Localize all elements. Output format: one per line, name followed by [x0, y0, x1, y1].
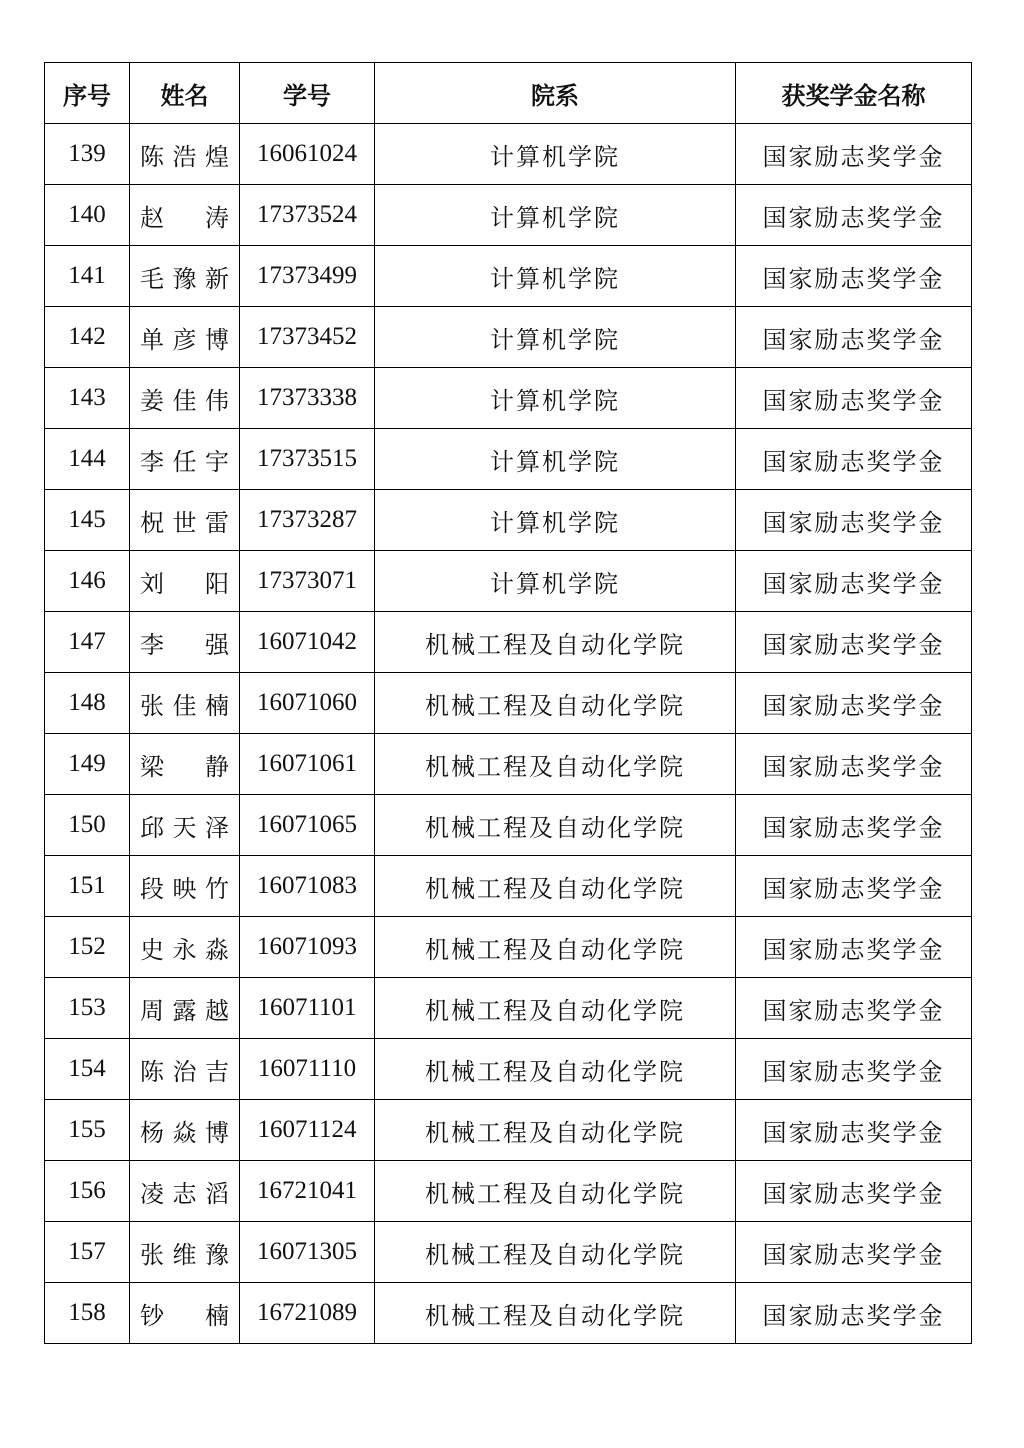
student-name: 梁 静 — [140, 752, 229, 781]
student-name: 赵 涛 — [140, 203, 229, 232]
cell-department: 机械工程及自动化学院 — [375, 1039, 736, 1100]
cell-student-id: 16721041 — [240, 1161, 375, 1222]
cell-department: 机械工程及自动化学院 — [375, 1100, 736, 1161]
cell-department: 机械工程及自动化学院 — [375, 978, 736, 1039]
student-name: 李 任 宇 — [140, 447, 229, 476]
cell-student-id: 17373499 — [240, 246, 375, 307]
cell-department: 计算机学院 — [375, 124, 736, 185]
cell-student-id: 16071061 — [240, 734, 375, 795]
cell-seq: 153 — [45, 978, 130, 1039]
cell-name — [130, 1222, 240, 1283]
cell-seq: 147 — [45, 612, 130, 673]
cell-student-id: 16071065 — [240, 795, 375, 856]
table-row — [45, 368, 972, 429]
cell-award: 国家励志奖学金 — [736, 673, 972, 734]
table-row — [45, 612, 972, 673]
cell-award: 国家励志奖学金 — [736, 551, 972, 612]
cell-award: 国家励志奖学金 — [736, 795, 972, 856]
student-name: 钞 楠 — [140, 1301, 229, 1330]
table-body — [45, 124, 972, 1344]
cell-student-id: 17373452 — [240, 307, 375, 368]
student-name: 姜 佳 伟 — [140, 386, 229, 415]
cell-student-id: 16071060 — [240, 673, 375, 734]
table-row — [45, 490, 972, 551]
table-row — [45, 795, 972, 856]
cell-name — [130, 185, 240, 246]
header-seq: 序号 — [45, 63, 130, 124]
student-name: 段 映 竹 — [140, 874, 229, 903]
table-row — [45, 185, 972, 246]
cell-name — [130, 795, 240, 856]
cell-award: 国家励志奖学金 — [736, 1222, 972, 1283]
cell-student-id: 16071093 — [240, 917, 375, 978]
cell-student-id: 16721089 — [240, 1283, 375, 1344]
cell-seq: 143 — [45, 368, 130, 429]
cell-name — [130, 1283, 240, 1344]
cell-student-id: 16071305 — [240, 1222, 375, 1283]
cell-seq: 146 — [45, 551, 130, 612]
cell-name — [130, 978, 240, 1039]
cell-name — [130, 1161, 240, 1222]
cell-award: 国家励志奖学金 — [736, 1100, 972, 1161]
cell-award: 国家励志奖学金 — [736, 429, 972, 490]
cell-student-id: 17373338 — [240, 368, 375, 429]
cell-student-id: 16071124 — [240, 1100, 375, 1161]
cell-seq: 139 — [45, 124, 130, 185]
table-row — [45, 1222, 972, 1283]
cell-department: 计算机学院 — [375, 429, 736, 490]
cell-seq: 140 — [45, 185, 130, 246]
cell-name — [130, 673, 240, 734]
cell-award: 国家励志奖学金 — [736, 612, 972, 673]
cell-award: 国家励志奖学金 — [736, 490, 972, 551]
scholarship-table-sheet — [44, 62, 971, 1344]
cell-department: 机械工程及自动化学院 — [375, 917, 736, 978]
student-name: 杨 焱 博 — [140, 1118, 229, 1147]
cell-award: 国家励志奖学金 — [736, 307, 972, 368]
cell-department: 机械工程及自动化学院 — [375, 673, 736, 734]
student-name: 单 彦 博 — [140, 325, 229, 354]
table-row — [45, 551, 972, 612]
cell-seq: 149 — [45, 734, 130, 795]
cell-name — [130, 856, 240, 917]
table-row — [45, 307, 972, 368]
table-row — [45, 124, 972, 185]
cell-name — [130, 612, 240, 673]
table-row — [45, 1161, 972, 1222]
cell-seq: 144 — [45, 429, 130, 490]
cell-name — [130, 917, 240, 978]
cell-seq: 154 — [45, 1039, 130, 1100]
student-name: 张 佳 楠 — [140, 691, 229, 720]
cell-seq: 158 — [45, 1283, 130, 1344]
student-name: 刘 阳 — [140, 569, 229, 598]
scholarship-table — [44, 62, 972, 1344]
cell-name — [130, 1039, 240, 1100]
header-student-id: 学号 — [240, 63, 375, 124]
cell-department: 机械工程及自动化学院 — [375, 1161, 736, 1222]
cell-department: 计算机学院 — [375, 368, 736, 429]
cell-seq: 150 — [45, 795, 130, 856]
student-name: 凌 志 滔 — [140, 1179, 229, 1208]
cell-student-id: 16071101 — [240, 978, 375, 1039]
cell-name — [130, 429, 240, 490]
cell-student-id: 17373524 — [240, 185, 375, 246]
cell-name — [130, 490, 240, 551]
cell-name — [130, 307, 240, 368]
cell-department: 机械工程及自动化学院 — [375, 612, 736, 673]
cell-department: 计算机学院 — [375, 185, 736, 246]
cell-department: 计算机学院 — [375, 490, 736, 551]
cell-seq: 148 — [45, 673, 130, 734]
student-name: 李 强 — [140, 630, 229, 659]
table-row — [45, 917, 972, 978]
student-name: 柷 世 雷 — [140, 508, 229, 537]
cell-seq: 157 — [45, 1222, 130, 1283]
cell-name — [130, 246, 240, 307]
table-row — [45, 1039, 972, 1100]
cell-seq: 152 — [45, 917, 130, 978]
cell-award: 国家励志奖学金 — [736, 1283, 972, 1344]
cell-award: 国家励志奖学金 — [736, 734, 972, 795]
cell-seq: 142 — [45, 307, 130, 368]
table-row — [45, 1100, 972, 1161]
cell-award: 国家励志奖学金 — [736, 185, 972, 246]
cell-seq: 155 — [45, 1100, 130, 1161]
table-header-row — [45, 63, 972, 124]
cell-award: 国家励志奖学金 — [736, 124, 972, 185]
cell-award: 国家励志奖学金 — [736, 917, 972, 978]
cell-student-id: 16071083 — [240, 856, 375, 917]
student-name: 陈 治 吉 — [140, 1057, 229, 1086]
cell-student-id: 16071110 — [240, 1039, 375, 1100]
cell-student-id: 16061024 — [240, 124, 375, 185]
header-department: 院系 — [375, 63, 736, 124]
cell-department: 机械工程及自动化学院 — [375, 856, 736, 917]
student-name: 陈 浩 煌 — [140, 142, 229, 171]
cell-award: 国家励志奖学金 — [736, 978, 972, 1039]
cell-department: 机械工程及自动化学院 — [375, 795, 736, 856]
cell-award: 国家励志奖学金 — [736, 246, 972, 307]
cell-seq: 151 — [45, 856, 130, 917]
cell-name — [130, 368, 240, 429]
cell-department: 机械工程及自动化学院 — [375, 734, 736, 795]
header-name: 姓名 — [130, 63, 240, 124]
table-row — [45, 429, 972, 490]
cell-student-id: 17373287 — [240, 490, 375, 551]
student-name: 张 维 豫 — [140, 1240, 229, 1269]
cell-seq: 145 — [45, 490, 130, 551]
cell-department: 计算机学院 — [375, 246, 736, 307]
table-row — [45, 673, 972, 734]
cell-name — [130, 1100, 240, 1161]
cell-name — [130, 551, 240, 612]
header-award: 获奖学金名称 — [736, 63, 972, 124]
cell-student-id: 16071042 — [240, 612, 375, 673]
cell-award: 国家励志奖学金 — [736, 1039, 972, 1100]
cell-department: 计算机学院 — [375, 551, 736, 612]
cell-student-id: 17373515 — [240, 429, 375, 490]
student-name: 周 露 越 — [140, 996, 229, 1025]
cell-student-id: 17373071 — [240, 551, 375, 612]
table-row — [45, 734, 972, 795]
cell-name — [130, 734, 240, 795]
cell-award: 国家励志奖学金 — [736, 856, 972, 917]
cell-seq: 141 — [45, 246, 130, 307]
cell-department: 机械工程及自动化学院 — [375, 1283, 736, 1344]
student-name: 毛 豫 新 — [140, 264, 229, 293]
table-row — [45, 978, 972, 1039]
student-name: 邱 天 泽 — [140, 813, 229, 842]
cell-seq: 156 — [45, 1161, 130, 1222]
student-name: 史 永 淼 — [140, 935, 229, 964]
cell-award: 国家励志奖学金 — [736, 1161, 972, 1222]
cell-award: 国家励志奖学金 — [736, 368, 972, 429]
cell-name — [130, 124, 240, 185]
table-row — [45, 856, 972, 917]
cell-department: 计算机学院 — [375, 307, 736, 368]
cell-department: 机械工程及自动化学院 — [375, 1222, 736, 1283]
table-row — [45, 1283, 972, 1344]
table-row — [45, 246, 972, 307]
